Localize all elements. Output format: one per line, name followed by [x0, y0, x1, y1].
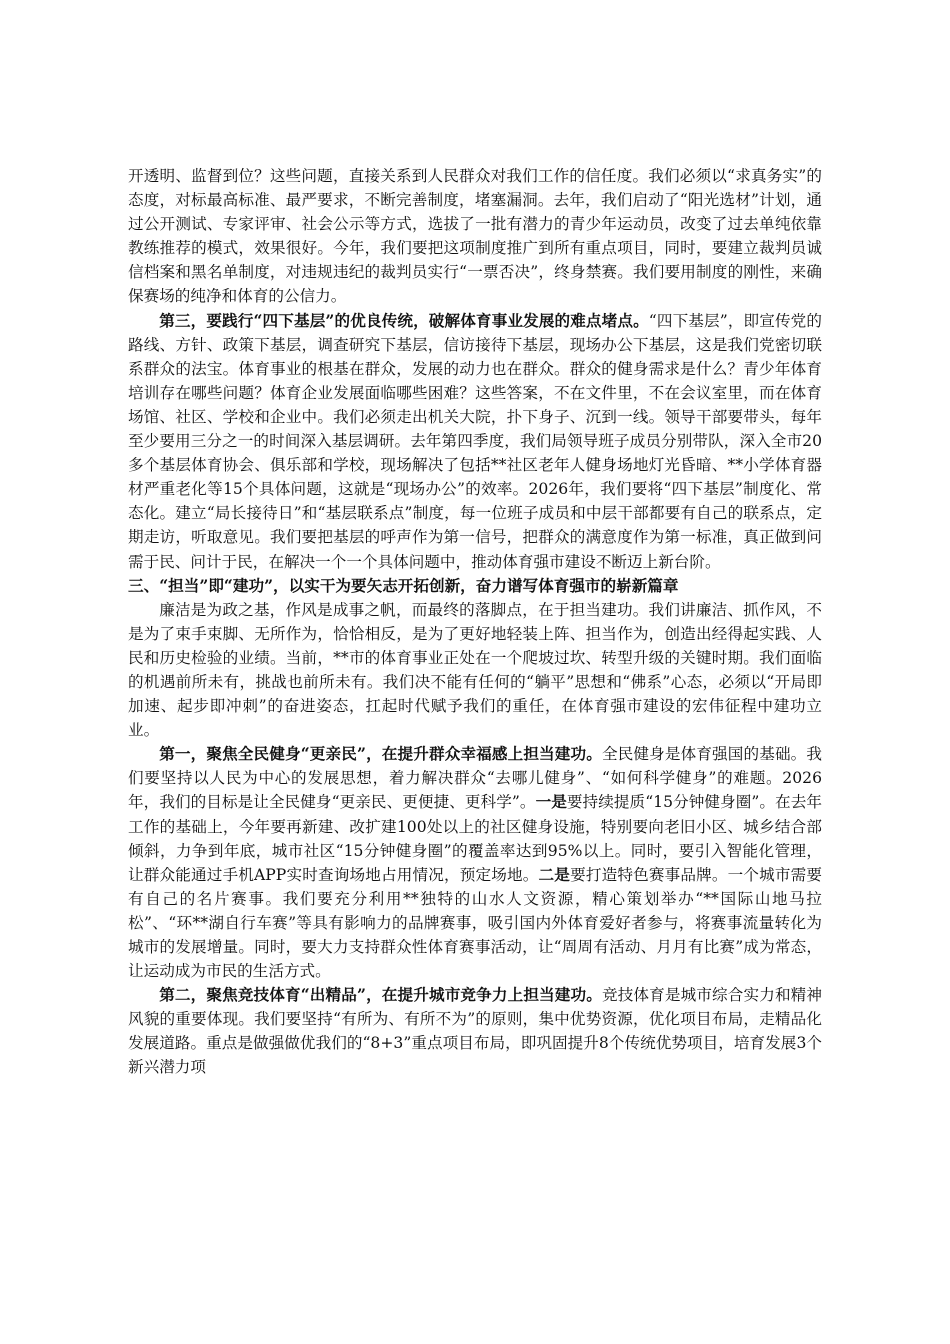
paragraph-text: 竞技体育是城市综合实力和精神风貌的重要体现。我们要坚持“有所为、有所不为”的原则，集中优势资源，优化项目布局，走精品化发展道路。重点是做强做优我们的“8+3”重点项目布局，即巩固提升8个传统优势项目，培育发展3个新兴潜力项 — [128, 986, 822, 1077]
section-heading-3: 三、“担当”即“建功”，以实干为要矢志开拓创新，奋力谱写体育强市的崭新篇章 — [128, 575, 679, 595]
document-page — [128, 164, 822, 1080]
paragraph-5 — [128, 983, 822, 1079]
item-marker-first: 一是 — [535, 792, 567, 812]
paragraph-2 — [128, 309, 822, 574]
paragraph-1 — [128, 164, 822, 309]
paragraph-3 — [128, 598, 822, 743]
item-marker-second: 二是 — [538, 864, 571, 884]
paragraph-text-segment: 全民健身是体育强国的基础。我们要坚持以人民为中心的发展思想，着力解决群众“去哪儿健身”、“如何科学健身”的难题。2026年，我们的目标是让全民健身“更亲民、更便捷、更科学”。 — [128, 745, 822, 812]
paragraph-text: 廉洁是为政之基，作风是成事之帆，而最终的落脚点，在于担当建功。我们讲廉洁、抓作风，不是为了束手束脚、无所作为，恰恰相反，是为了更好地轻装上阵、担当作为，创造出经得起实践、人民和历史检验的业绩。当前，**市的体育事业正处在一个爬坡过坎、转型升级的关键时期。我们面临的机遇前所未有，挑战也前所未有。我们决不能有任何的“躺平”思想和“佛系”心态，必须以“开局即加速、起步即冲刺”的奋进姿态，扛起时代赋予我们的重任，在体育强市建设的宏伟征程中建功立业。 — [128, 600, 822, 740]
paragraph-text-segment: 要打造特色赛事品牌。一个城市需要有自己的名片赛事。我们要充分利用**独特的山水人文资源，精心策划举办“**国际山地马拉松”、“环**湖自行车赛”等具有影响力的品牌赛事，吸引国内外体育爱好者参与，将赛事流量转化为城市的发展增量。同时，要大力支持群众性体育赛事活动，让“周周有活动、月月有比赛”成为常态，让运动成为市民的生活方式。 — [128, 865, 822, 981]
paragraph-text-segment: 要持续提质“15分钟健身圈”。在去年工作的基础上，今年要再新建、改扩建100处以上的社区健身设施，特别要向老旧小区、城乡结合部倾斜，力争到年底，城市社区“15分钟健身圈”的覆盖率达到95%以上。同时，要引入智能化管理，让群众能通过手机APP实时查询场地占用情况，预定场地。 — [128, 793, 822, 884]
paragraph-text: “四下基层”，即宣传党的路线、方针、政策下基层，调查研究下基层，信访接待下基层，现场办公下基层，这是我们党密切联系群众的法宝。体育事业的根基在群众，发展的动力也在群众。群众的健身需求是什么？青少年体育培训存在哪些问题？体育企业发展面临哪些困难？这些答案，不在文件里，不在会议室里，而在体育场馆、社区、学校和企业中。我们必须走出机关大院，扑下身子、沉到一线。领导干部要带头，每年至少要用三分之一的时间深入基层调研。去年第四季度，我们局领导班子成员分别带队，深入全市20多个基层体育协会、俱乐部和学校，现场解决了包括**社区老年人健身场地灯光昏暗、**小学体育器材严重老化等15个具体问题，这就是“现场办公”的效率。2026年，我们要将“四下基层”制度化、常态化。建立“局长接待日”和“基层联系点”制度，每一位班子成员和中层干部都要有自己的联系点，定期走访，听取意见。我们要把基层的呼声作为第一信号，把群众的满意度作为第一标准，真正做到问需于民、问计于民，在解决一个一个具体问题中，推动体育强市建设不断迈上新台阶。 — [128, 311, 822, 571]
paragraph-lead: 第一，聚焦全民健身“更亲民”，在提升群众幸福感上担当建功。 — [159, 744, 602, 764]
paragraph-4 — [128, 742, 822, 983]
paragraph-text: 开透明、监督到位？这些问题，直接关系到人民群众对我们工作的信任度。我们必须以“求真务实”的态度，对标最高标准、最严要求，不断完善制度，堵塞漏洞。去年，我们启动了“阳光选材”计划，通过公开测试、专家评审、社会公示等方式，选拔了一批有潜力的青少年运动员，改变了过去单纯依靠教练推荐的模式，效果很好。今年，我们要把这项制度推广到所有重点项目，同时，要建立裁判员诚信档案和黑名单制度，对违规违纪的裁判员实行“一票否决”，终身禁赛。我们要用制度的刚性，来确保赛场的纯净和体育的公信力。 — [128, 167, 822, 306]
paragraph-lead: 第二，聚焦竞技体育“出精品”，在提升城市竞争力上担当建功。 — [159, 985, 602, 1005]
paragraph-lead: 第三，要践行“四下基层”的优良传统，破解体育事业发展的难点堵点。 — [159, 310, 649, 330]
